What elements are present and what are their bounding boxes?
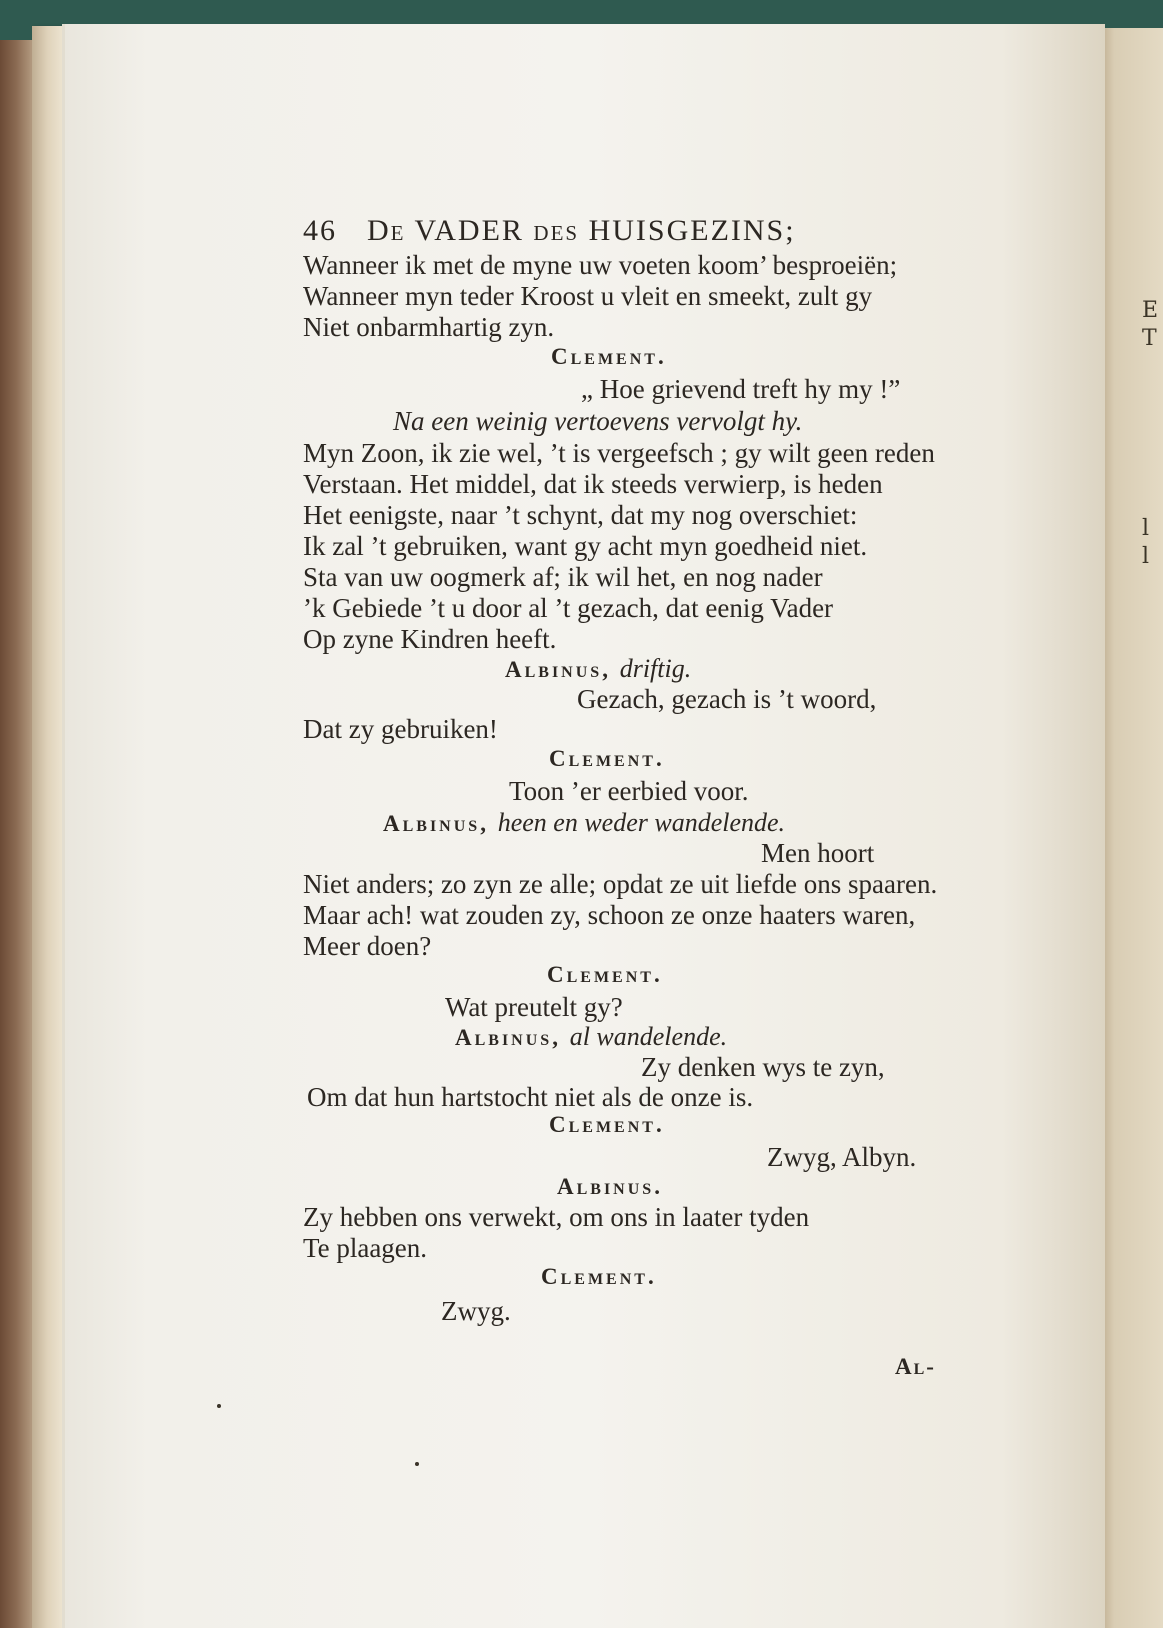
ink-speck (217, 1404, 221, 1408)
speaker-heading (383, 808, 785, 838)
speaker-heading (455, 1022, 727, 1052)
text-line: Ik zal ’t gebruiken, want gy acht myn goedheid niet. (303, 531, 868, 561)
text-line: ’k Gebiede ’t u door al ’t gezach, dat eenig Vader (303, 593, 834, 623)
text-line: Sta van uw oogmerk af; ik wil het, en nog nader (303, 562, 823, 592)
speaker-name: Clement. (541, 1264, 657, 1289)
text-line: Zwyg, Albyn. (767, 1142, 917, 1172)
speaker-name: Clement. (549, 746, 665, 771)
speaker-heading (505, 654, 691, 684)
speaker-name: Albinus, (455, 1025, 561, 1050)
speaker-direction: al wandelende. (569, 1022, 728, 1051)
text-line: Gezach, gezach is ’t woord, (577, 684, 877, 714)
text-line: Maar ach! wat zouden zy, schoon ze onze haaters waren, (303, 900, 916, 930)
text-line: Wanneer ik met de myne uw voeten koom’ besproeiën; (303, 250, 898, 280)
running-title: De VADER des HUISGEZINS; (367, 214, 796, 247)
catchword: Al- (895, 1354, 936, 1379)
page-stack-edge (32, 26, 66, 1628)
stage-direction: Na een weinig vertoevens vervolgt hy. (393, 406, 803, 436)
speaker-name: Clement. (549, 1112, 665, 1137)
text-line: Om dat hun hartstocht niet als de onze is. (307, 1082, 754, 1112)
facing-page-fragment: l (1142, 516, 1150, 541)
text-line: Zy denken wys te zyn, (641, 1052, 885, 1082)
page-number: 46 (303, 214, 337, 247)
facing-page-fragment: T (1142, 326, 1157, 351)
text-line: Dat zy gebruiken! (303, 714, 498, 744)
speaker-name: Clement. (547, 962, 663, 987)
speaker-name: Albinus, (383, 811, 489, 836)
text-line: Verstaan. Het middel, dat ik steeds verwierp, is heden (303, 469, 883, 499)
text-line: Het eenigste, naar ’t schynt, dat my nog overschiet: (303, 500, 858, 530)
text-line: Te plaagen. (303, 1233, 428, 1263)
text-line: Men hoort (761, 838, 875, 868)
text-line: Niet anders; zo zyn ze alle; opdat ze uit liefde ons spaaren. (303, 869, 938, 899)
text-line: Niet onbarmhartig zyn. (303, 312, 555, 342)
facing-page-edge (1098, 28, 1163, 1628)
text-line: „ Hoe grievend treft hy my !” (581, 374, 901, 404)
facing-page-fragment: E (1142, 298, 1159, 323)
text-line: Op zyne Kindren heeft. (303, 624, 557, 654)
text-line: Zy hebben ons verwekt, om ons in laater tyden (303, 1202, 810, 1232)
text-line: Wanneer myn teder Kroost u vleit en smeekt, zult gy (303, 281, 873, 311)
speaker-name: Albinus, (505, 657, 611, 682)
text-line: Toon ’er eerbied voor. (509, 776, 749, 806)
facing-page-fragment: l (1142, 544, 1150, 569)
text-line: Myn Zoon, ik zie wel, ’t is vergeefsch ; gy wilt geen reden (303, 438, 935, 468)
speaker-direction: heen en weder wandelende. (497, 808, 786, 837)
text-line: Meer doen? (303, 931, 432, 961)
speaker-name: Albinus. (557, 1174, 663, 1199)
speaker-name: Clement. (551, 344, 667, 369)
ink-speck (415, 1462, 419, 1466)
speaker-direction: driftig. (619, 654, 692, 683)
text-line: Zwyg. (441, 1296, 511, 1326)
text-line: Wat preutelt gy? (445, 992, 623, 1022)
book-page (62, 24, 1105, 1628)
